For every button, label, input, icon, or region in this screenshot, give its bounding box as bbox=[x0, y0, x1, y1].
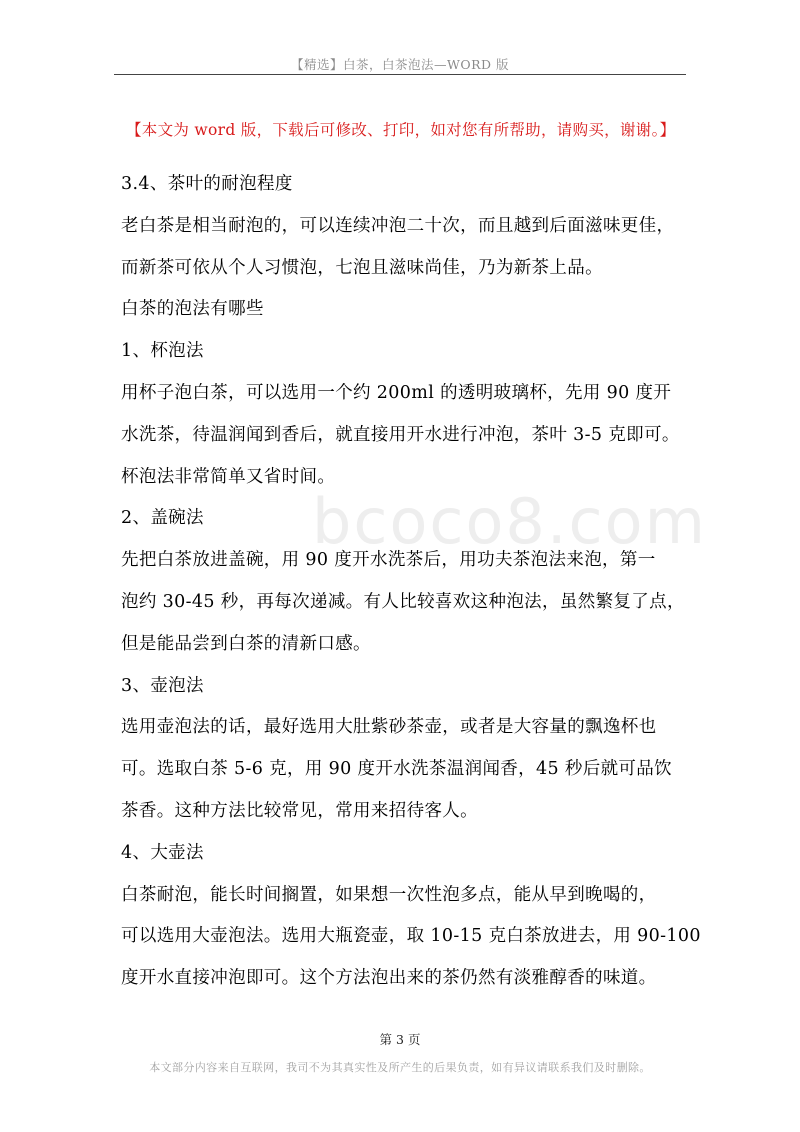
page-header: 【精选】白茶，白茶泡法—WORD 版 bbox=[290, 57, 509, 72]
body-line: 可以选用大壶泡法。选用大瓶瓷壶，取 10-15 克白茶放进去，用 90-100 bbox=[121, 926, 701, 947]
body-line: 老白茶是相当耐泡的，可以连续冲泡二十次，而且越到后面滋味更佳， bbox=[121, 215, 675, 236]
body-line: 可。选取白茶 5-6 克，用 90 度开水洗茶温润闻香，45 秒后就可品饮 bbox=[121, 759, 672, 780]
footer-disclaimer: 本文部分内容来自互联网，我司不为其真实性及所产生的后果负责，如有异议请联系我们及时删除。 bbox=[149, 1061, 651, 1074]
body-line: 白茶耐泡，能长时间搁置，如果想一次性泡多点，能从早到晚喝的， bbox=[121, 884, 657, 905]
header-divider bbox=[114, 74, 686, 75]
watermark: bcoco8.com bbox=[312, 485, 707, 558]
section-heading: 3、壶泡法 bbox=[121, 675, 204, 696]
download-notice: 【本文为 word 版，下载后可修改、打印，如对您有所帮助，请购买，谢谢。】 bbox=[126, 121, 676, 139]
body-line: 杯泡法非常简单又省时间。 bbox=[121, 466, 336, 487]
body-line: 泡约 30-45 秒，再每次递减。有人比较喜欢这种泡法，虽然繁复了点， bbox=[121, 591, 685, 612]
body-line: 水洗茶，待温润闻到香后，就直接用开水进行冲泡，茶叶 3-5 克即可。 bbox=[121, 424, 680, 445]
document-body bbox=[121, 166, 701, 1002]
body-line: 但是能品尝到白茶的清新口感。 bbox=[121, 633, 371, 654]
body-line: 茶香。这种方法比较常见，常用来招待客人。 bbox=[121, 800, 478, 821]
section-heading: 3.4、茶叶的耐泡程度 bbox=[121, 174, 293, 194]
section-heading: 白茶的泡法有哪些 bbox=[121, 299, 264, 320]
body-line: 选用壶泡法的话，最好选用大肚紫砂茶壶，或者是大容量的飘逸杯也 bbox=[121, 717, 657, 738]
page-number: 第 3 页 bbox=[379, 1032, 421, 1047]
section-heading: 1、杯泡法 bbox=[121, 341, 204, 362]
body-line: 而新茶可依从个人习惯泡，七泡且滋味尚佳，乃为新茶上品。 bbox=[121, 257, 603, 278]
body-line: 度开水直接冲泡即可。这个方法泡出来的茶仍然有淡雅醇香的味道。 bbox=[121, 968, 657, 989]
body-line: 先把白茶放进盖碗，用 90 度开水洗茶后，用功夫茶泡法来泡，第一 bbox=[121, 550, 656, 571]
section-heading: 2、盖碗法 bbox=[121, 508, 204, 529]
body-line: 用杯子泡白茶，可以选用一个约 200ml 的透明玻璃杯，先用 90 度开 bbox=[121, 382, 672, 403]
section-heading: 4、大壶法 bbox=[121, 842, 204, 863]
